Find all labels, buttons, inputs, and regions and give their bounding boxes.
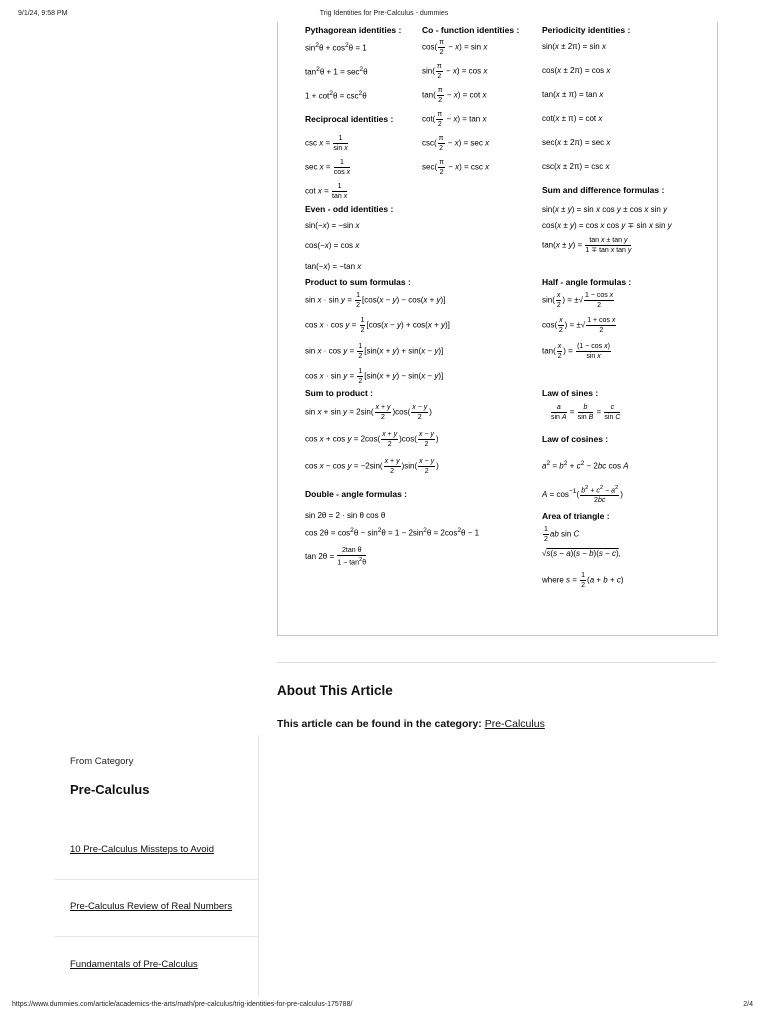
formula: tan 2θ = $\frac{\text{2tan θ}}{1 - \tan^2\theta}$ (305, 547, 367, 567)
formula: sin x + sin y = 2sin( $\frac{x + y}{2}$ )cos( $\frac{x - y}{2}$ ) (305, 404, 432, 421)
formula: cot(x ± π) = cot x (542, 114, 603, 123)
about-article-heading: About This Article (277, 683, 393, 698)
sidebar-category-title: Pre-Calculus (70, 782, 150, 797)
formula: cot( $\frac{\pi}{2}$ − x) = tan x (422, 111, 487, 128)
formula: sin(−x) = −sin x (305, 221, 360, 230)
formula: sin(x ± 2π) = sin x (542, 42, 606, 51)
periodicity-title: Periodicity identities : (542, 25, 631, 35)
formula: cos( $\frac{\pi}{2}$ − x) = sin x (422, 39, 488, 56)
formula: $1 + \cot^2\theta = \csc^2\theta$ (305, 90, 367, 101)
formula: cot x = $\frac{1}{\text{tan x}}$ (305, 183, 348, 200)
formula: tan( $\frac{x}{2}$ ) = $\frac{\text{(1 − cos x)}}{\text{sin x}}$ (542, 343, 610, 360)
cofunction-title: Co - function identities : (422, 25, 520, 35)
sidebar-divider (54, 936, 258, 937)
formula: tan(x ± y) = $\frac{\text{tan x ± tan y}}{\text{1 ∓ tan x tan y}}$ (542, 237, 632, 254)
formula: tan(x ± π) = tan x (542, 90, 604, 99)
formula: $\sin^2\theta + \cos^2\theta = 1$ (305, 42, 367, 53)
pythagorean-title: Pythagorean identities : (305, 25, 402, 35)
print-datetime: 9/1/24, 9:58 PM (18, 10, 68, 17)
formula: sin(x ± y) = sin x cos y ± cos x sin y (542, 205, 668, 214)
print-url: https://www.dummies.com/article/academics-the-arts/math/pre-calculus/trig-identities-for-pre-calculus-175788/ (12, 1001, 353, 1008)
formula: sec( $\frac{\pi}{2}$ − x) = csc x (422, 159, 490, 176)
law-of-sines-title: Law of sines : (542, 388, 599, 398)
sidebar-link-real-numbers[interactable]: Pre-Calculus Review of Real Numbers (70, 901, 233, 912)
formula: csc x = $\frac{1}{\text{sin x}}$ (305, 135, 348, 152)
formula: $\frac{a}{\text{sin A}}$ = $\frac{b}{\text{sin B}}$ = $\frac{c}{\text{sin C}}$ (551, 404, 621, 421)
formula: sin x · cos y = $\frac{1}{2}$ [sin(x + y) + sin(x − y)] (305, 343, 444, 360)
product-sum-title: Product to sum formulas : (305, 277, 411, 287)
reciprocal-title: Reciprocal identities : (305, 114, 394, 124)
area-triangle-title: Area of triangle : (542, 511, 610, 521)
formula: cos(−x) = cos x (305, 241, 360, 250)
formula: tan( $\frac{\pi}{2}$ − x) = cot x (422, 87, 487, 104)
print-page-number: 2/4 (743, 1001, 753, 1008)
formula: $\cos 2\theta = \cos^2\theta - \sin^2\theta = 1 - 2\sin^2\theta = 2\cos^2\theta - 1$ (305, 527, 480, 538)
formula: sin 2θ = 2 · sin θ cos θ (305, 511, 386, 520)
category-link[interactable]: Pre-Calculus (484, 718, 545, 730)
formula: $A = \cos^{-1}$( $\frac{b^2 + c^2 - a^2}{2bc}$ ) (542, 485, 623, 505)
law-of-cosines-title: Law of cosines : (542, 434, 609, 444)
formula: tan(−x) = −tan x (305, 262, 362, 271)
from-category-sidebar (54, 735, 259, 997)
formula: sec x = $\frac{1}{\text{cos x}}$ (305, 159, 351, 176)
formula: cos x · cos y = $\frac{1}{2}$ [cos(x − y) + cos(x + y)] (305, 317, 450, 334)
formula: csc(x ± 2π) = csc x (542, 162, 610, 171)
formula: sin( $\frac{\pi}{2}$ − x) = cos x (422, 63, 488, 80)
formula: sin x · sin y = $\frac{1}{2}$ [cos(x − y) − cos(x + y)] (305, 292, 446, 309)
formula: cos x − cos y = −2sin( $\frac{x + y}{2}$ )sin( $\frac{x - y}{2}$ ) (305, 458, 439, 475)
print-page-title: Trig Identities for Pre-Calculus - dummies (319, 10, 449, 17)
formula: cos x + cos y = 2cos( $\frac{x + y}{2}$ )cos( $\frac{x - y}{2}$ ) (305, 431, 439, 448)
formula: sec(x ± 2π) = sec x (542, 138, 611, 147)
formula: $\frac{1}{2}$ ab sin C (544, 526, 580, 543)
formula: $a^2 = b^2 + c^2 - 2bc$ cos A (542, 460, 629, 471)
formula: cos(x ± 2π) = cos x (542, 66, 611, 75)
formula: √s(s − a)(s − b)(s − c), (542, 549, 621, 558)
sum-product-title: Sum to product : (305, 388, 373, 398)
sidebar-divider (54, 879, 258, 880)
trig-identities-cheat-sheet (305, 22, 705, 592)
formula: $\tan^2\theta + 1 = \sec^2\theta$ (305, 66, 368, 77)
formula: cos( $\frac{x}{2}$ ) = ±√ $\frac{\text{1 + cos x}}{2}$ (542, 317, 616, 334)
sidebar-link-fundamentals[interactable]: Fundamentals of Pre-Calculus (70, 959, 198, 970)
sidebar-link-missteps[interactable]: 10 Pre-Calculus Missteps to Avoid (70, 844, 214, 855)
formula: where s = $\frac{1}{2}$ (a + b + c) (542, 572, 624, 589)
half-angle-title: Half - angle formulas : (542, 277, 632, 287)
double-angle-title: Double - angle formulas : (305, 489, 408, 499)
article-category-line (277, 718, 545, 730)
formula: cos x · sin y = $\frac{1}{2}$ [sin(x + y) − sin(x − y)] (305, 368, 444, 385)
formula: cos(x ± y) = cos x cos y ∓ sin x sin y (542, 221, 672, 230)
category-prefix: This article can be found in the category: (277, 718, 482, 730)
section-divider (277, 662, 716, 663)
formula: csc( $\frac{\pi}{2}$ − x) = sec x (422, 135, 490, 152)
from-category-label: From Category (70, 756, 134, 767)
formula: sin( $\frac{x}{2}$ ) = ±√ $\frac{\text{1 − cos x}}{2}$ (542, 292, 614, 309)
even-odd-title: Even - odd identities : (305, 204, 394, 214)
sum-difference-title: Sum and difference formulas : (542, 185, 665, 195)
